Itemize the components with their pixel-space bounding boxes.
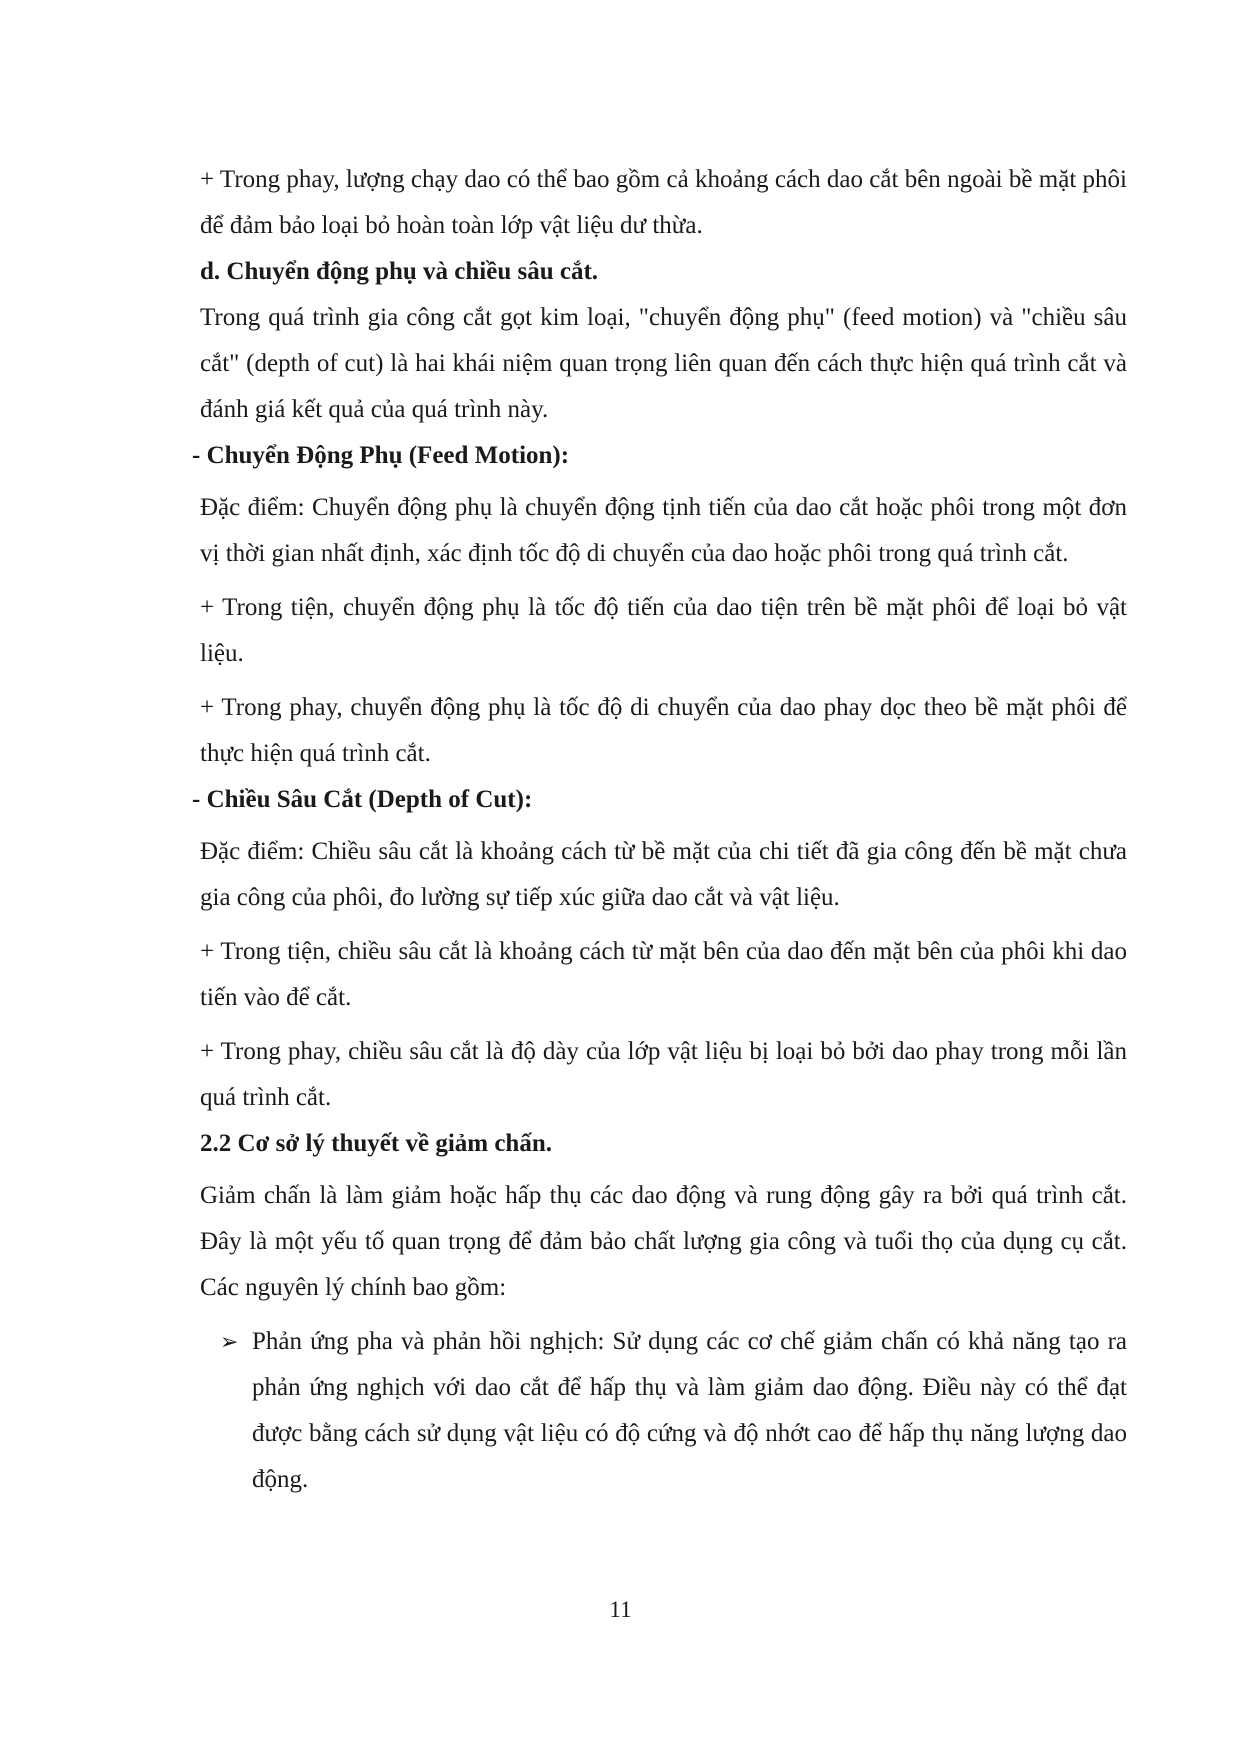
page-number: 11 <box>609 1597 632 1622</box>
paragraph-feed-milling: + Trong phay, chuyển động phụ là tốc độ di chuyển của dao phay dọc theo bề mặt phôi để thực hiện quá trình cắt. <box>200 694 1127 767</box>
heading-section-2-2: 2.2 Cơ sở lý thuyết về giảm chấn. <box>200 1130 552 1157</box>
paragraph-feed-motion-definition: Đặc điểm: Chuyển động phụ là chuyển động tịnh tiến của dao cắt hoặc phôi trong một đơn vị thời gian nhất định, xác định tốc độ di chuyển của dao hoặc phôi trong quá trình cắt. <box>200 494 1127 567</box>
paragraph-depth-definition: Đặc điểm: Chiều sâu cắt là khoảng cách từ bề mặt của chi tiết đã gia công đến bề mặt chưa gia công của phôi, đo lường sự tiếp xúc giữa dao cắt và vật liệu. <box>200 838 1127 911</box>
heading-feed-motion: - Chuyển Động Phụ (Feed Motion): <box>192 442 570 469</box>
paragraph-depth-turning: + Trong tiện, chiều sâu cắt là khoảng cách từ mặt bên của dao đến mặt bên của phôi khi dao tiến vào để cắt. <box>200 938 1127 1011</box>
paragraph-depth-milling: + Trong phay, chiều sâu cắt là độ dày của lớp vật liệu bị loại bỏ bởi dao phay trong mỗi lần quá trình cắt. <box>200 1038 1127 1111</box>
paragraph-damping-intro: Giảm chấn là làm giảm hoặc hấp thụ các dao động và rung động gây ra bởi quá trình cắt. Đây là một yếu tố quan trọng để đảm bảo chất lượng gia công và tuổi thọ của dụng cụ cắt. Các nguyên lý chính bao gồm: <box>200 1182 1127 1301</box>
arrowhead-bullet-icon: ➢ <box>220 1329 239 1354</box>
page-body <box>192 157 1127 1503</box>
bullet-item-phase-response <box>200 1319 1127 1503</box>
paragraph-feed-turning: + Trong tiện, chuyển động phụ là tốc độ tiến của dao tiện trên bề mặt phôi để loại bỏ vật liệu. <box>200 594 1127 667</box>
bullet-text-phase-response: Phản ứng pha và phản hồi nghịch: Sử dụng các cơ chế giảm chấn có khả năng tạo ra phản ứng nghịch với dao cắt để hấp thụ và làm giảm dao động. Điều này có thể đạt được bằng cách sử dụng vật liệu có độ cứng và độ nhớt cao để hấp thụ năng lượng dao động. <box>252 1328 1127 1493</box>
heading-depth-of-cut: - Chiều Sâu Cắt (Depth of Cut): <box>192 786 533 813</box>
heading-feed-and-depth: d. Chuyển động phụ và chiều sâu cắt. <box>200 258 599 285</box>
paragraph-milling-feed: + Trong phay, lượng chạy dao có thể bao gồm cả khoảng cách dao cắt bên ngoài bề mặt phôi để đảm bảo loại bỏ hoàn toàn lớp vật liệu dư thừa. <box>200 166 1127 239</box>
paragraph-intro-feed-depth: Trong quá trình gia công cắt gọt kim loại, "chuyển động phụ" (feed motion) và "chiều sâu cắt" (depth of cut) là hai khái niệm quan trọng liên quan đến cách thực hiện quá trình cắt và đánh giá kết quả của quá trình này. <box>200 304 1127 423</box>
